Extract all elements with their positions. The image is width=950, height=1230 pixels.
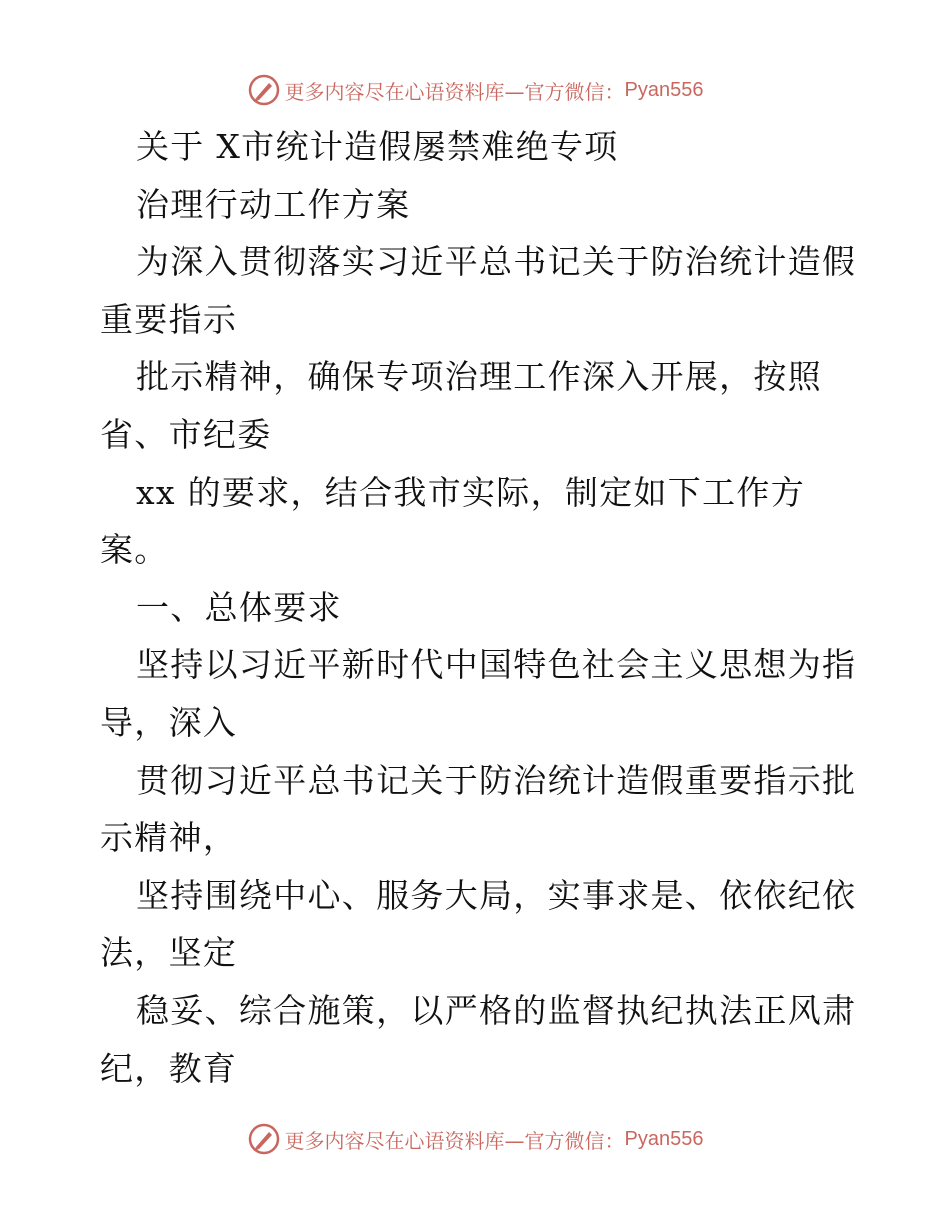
paragraph-line: 坚持围绕中心、服务大局，实事求是、依依纪依	[136, 875, 857, 915]
section-heading: 一、总体要求	[136, 587, 342, 627]
doc-title-line-1: 关于 X市统计造假屡禁难绝专项	[136, 127, 619, 166]
paragraph-line: xx 的要求，结合我市实际，制定如下工作方	[136, 472, 806, 512]
paragraph-line: 案。	[100, 530, 169, 570]
watermark-wechat-id: Pyan556	[624, 1127, 704, 1150]
paragraph-line: 重要指示	[100, 299, 238, 339]
pen-logo-icon	[247, 73, 281, 107]
paragraph-line: 导，深入	[100, 702, 238, 742]
paragraph-line: 为深入贯彻落实习近平总书记关于防治统计造假	[136, 242, 857, 282]
paragraph-line: 批示精神，确保专项治理工作深入开展，按照	[136, 357, 822, 397]
watermark-wechat-id: Pyan556	[624, 78, 704, 101]
watermark-text: 更多内容尽在心语资料库—官方微信：	[284, 79, 625, 104]
paragraph-line: 稳妥、综合施策，以严格的监督执纪执法正风肃	[136, 990, 857, 1030]
paragraph-line: 纪，教育	[100, 1048, 238, 1088]
paragraph-line: 示精神，	[100, 818, 238, 858]
paragraph-line: 贯彻习近平总书记关于防治统计造假重要指示批	[136, 760, 857, 800]
doc-title-line-2: 治理行动工作方案	[136, 184, 411, 224]
paragraph-line: 法，坚定	[100, 933, 238, 973]
watermark-banner-bottom	[0, 1119, 950, 1159]
document-body	[100, 118, 860, 1097]
paragraph-line: 坚持以习近平新时代中国特色社会主义思想为指	[136, 645, 857, 685]
watermark-banner-top	[0, 70, 950, 110]
paragraph-line: 省、市纪委	[100, 414, 272, 454]
pen-logo-icon	[247, 1122, 281, 1156]
watermark-text: 更多内容尽在心语资料库—官方微信：	[284, 1128, 625, 1153]
